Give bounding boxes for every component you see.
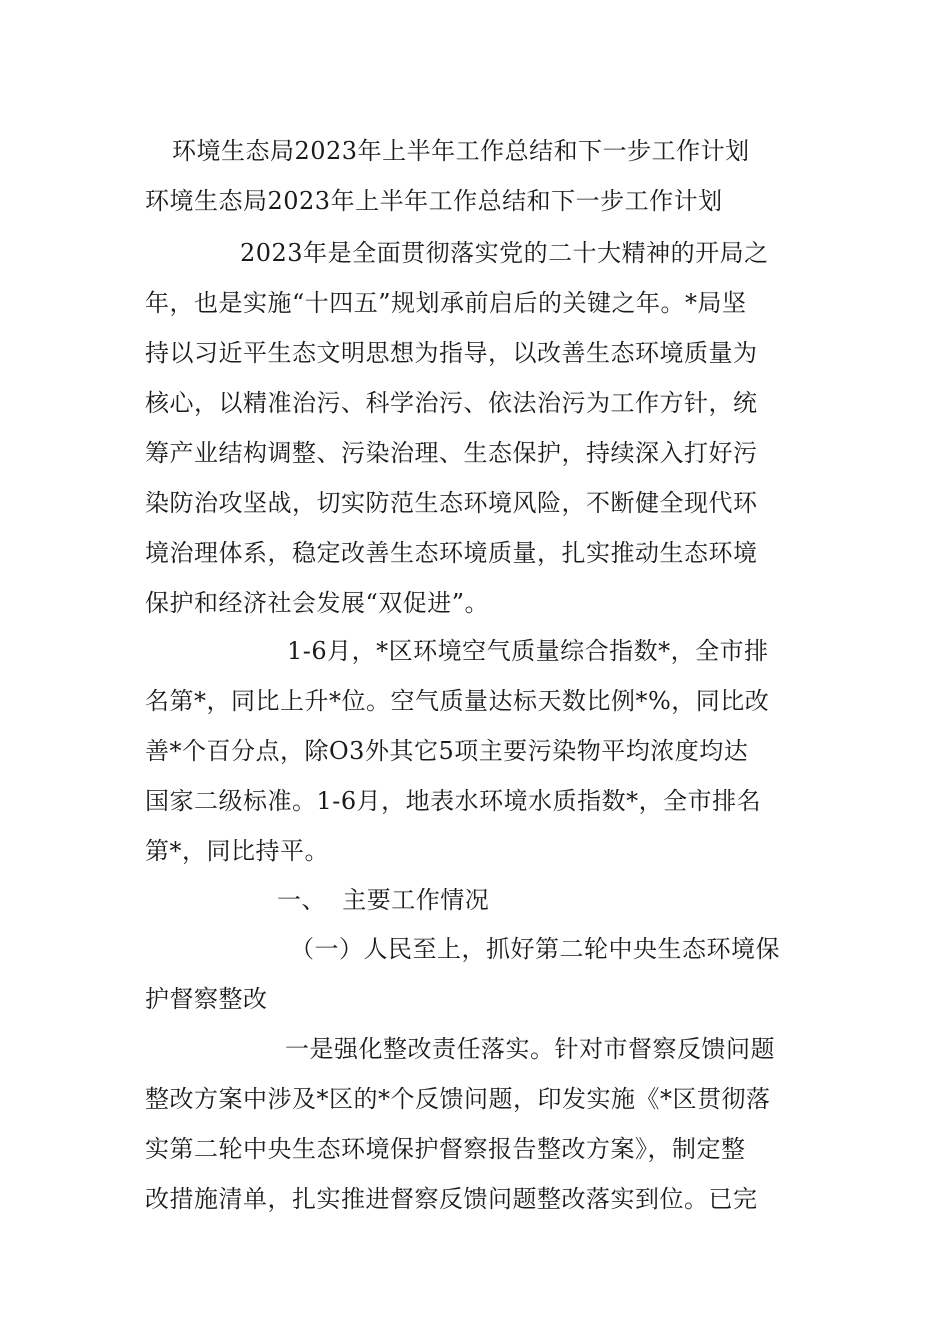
paragraph-line: 名第*，同比上升*位。空气质量达标天数比例*%，同比改 — [145, 687, 770, 715]
paragraph-line: 年，也是实施“十四五”规划承前启后的关键之年。*局坚 — [145, 289, 747, 317]
paragraph-line: 1-6月，*区环境空气质量综合指数*，全市排 — [287, 637, 769, 665]
paragraph-line: 改措施清单，扎实推进督察反馈问题整改落实到位。已完 — [145, 1185, 758, 1213]
paragraph-line: 一是强化整改责任落实。针对市督察反馈问题 — [285, 1035, 775, 1063]
paragraph-line: 筹产业结构调整、污染治理、生态保护，持续深入打好污 — [145, 439, 758, 467]
paragraph-line: 保护和经济社会发展“双促进”。 — [145, 589, 490, 617]
document-title-2: 环境生态局2023年上半年工作总结和下一步工作计划 — [145, 187, 723, 215]
paragraph-line: 整改方案中涉及*区的*个反馈问题，印发实施《*区贯彻落 — [145, 1085, 771, 1113]
paragraph-line: 2023年是全面贯彻落实党的二十大精神的开局之 — [240, 239, 769, 267]
section-heading: 一、 主要工作情况 — [277, 886, 490, 914]
paragraph-line: 第*，同比持平。 — [145, 837, 329, 865]
paragraph-line: 核心，以精准治污、科学治污、依法治污为工作方针，统 — [145, 389, 758, 417]
subsection-heading: 护督察整改 — [145, 985, 268, 1013]
paragraph-line: 实第二轮中央生态环境保护督察报告整改方案》，制定整 — [145, 1135, 746, 1163]
paragraph-line: 国家二级标准。1-6月，地表水环境水质指数*，全市排名 — [145, 787, 762, 815]
paragraph-line: 染防治攻坚战，切实防范生态环境风险，不断健全现代环 — [145, 489, 758, 517]
subsection-heading: （一）人民至上，抓好第二轮中央生态环境保 — [290, 935, 780, 963]
paragraph-line: 持以习近平生态文明思想为指导，以改善生态环境质量为 — [145, 339, 758, 367]
document-title-1: 环境生态局2023年上半年工作总结和下一步工作计划 — [172, 137, 750, 165]
paragraph-line: 善*个百分点，除O3外其它5项主要污染物平均浓度均达 — [145, 737, 749, 765]
paragraph-line: 境治理体系，稳定改善生态环境质量，扎实推动生态环境 — [145, 539, 758, 567]
